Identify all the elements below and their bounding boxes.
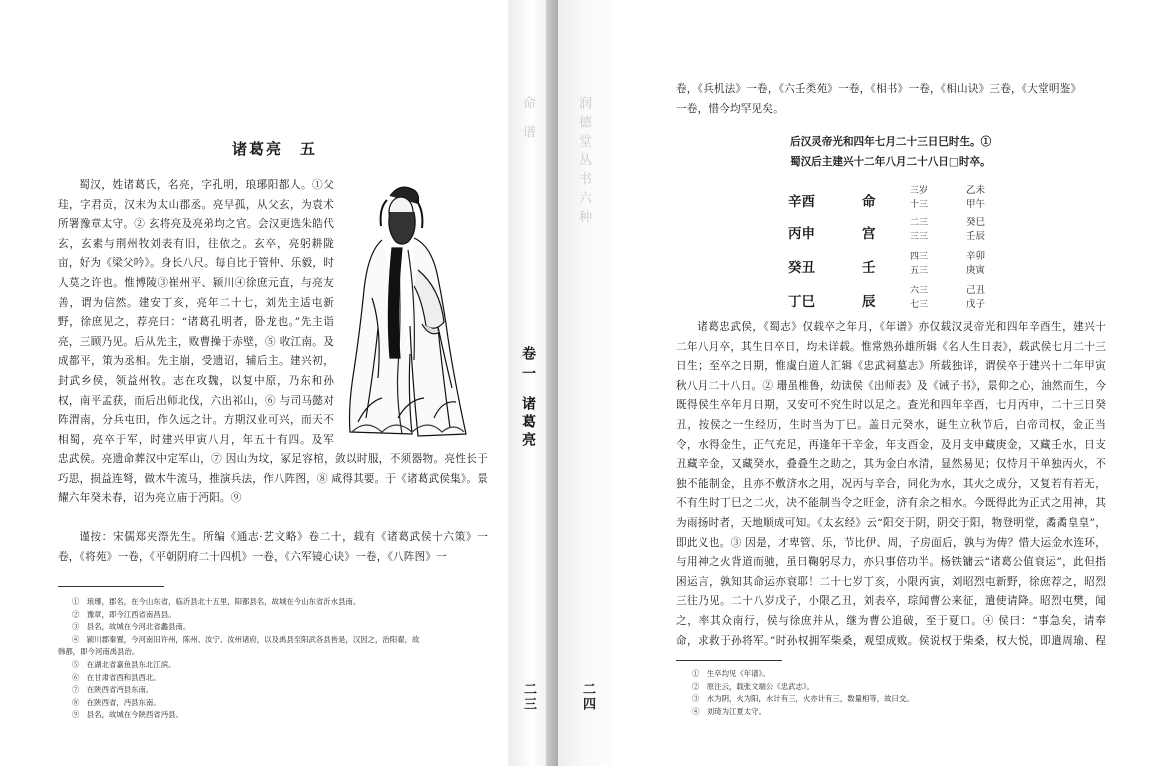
- continuation-line: 卷，《兵机法》一卷，《六壬类苑》一卷，《相书》一卷，《相山诀》三卷，《大堂明鉴》: [676, 83, 1082, 95]
- analysis-text: [676, 318, 1106, 650]
- gutter-right: [558, 0, 612, 766]
- left-page: [0, 0, 508, 766]
- footnote: ② 原注云，载张文端公《忠武志》。: [692, 681, 814, 691]
- gutter-left: [508, 0, 546, 766]
- chapter-volume: 卷一: [520, 346, 536, 386]
- footnote: ⑧ 在陕西省，沔县东南。: [72, 697, 161, 707]
- bazi-ganzhi: 己丑 戊子: [966, 285, 986, 310]
- bazi-pillar: 丁巳: [788, 294, 815, 310]
- note-paragraph: [58, 528, 488, 567]
- footnote: ① 生卒均见《年谱》。: [692, 669, 770, 678]
- bazi-label: 命: [862, 194, 876, 210]
- running-head-left: 命谱: [520, 96, 535, 154]
- footnote-rule-right: [676, 660, 782, 661]
- bazi-ages: 四三 五三: [910, 252, 929, 276]
- bazi-ganzhi: 辛卯 庚寅: [966, 251, 986, 276]
- footnote-rule: [58, 586, 164, 587]
- footnote: ① 琅琊，郡名，在今山东省，临沂县北十五里，阳都县名，故城在今山东省沂水县南。: [72, 597, 361, 606]
- series-title: 润德堂丛书六种: [576, 96, 591, 229]
- chapter-name: 诸葛亮: [520, 396, 536, 450]
- book-spine: [546, 0, 558, 766]
- biography-text-lower: [58, 450, 488, 509]
- bazi-ages: 六三 七三: [910, 286, 929, 310]
- bazi-label: 壬: [862, 260, 876, 276]
- continuation-line: 一卷，惜今均罕见矣。: [676, 102, 784, 115]
- paragraph-jinan: 谨按：宋儒郑夹漈先生。所编《通志·艺文略》卷二十，载有《诸葛武侯十六策》一卷，《将苑》一卷，《平朝阴府二十四机》一卷，《六军镜心诀》一卷，《八阵图》一: [58, 531, 488, 563]
- bazi-row: [788, 184, 1048, 216]
- death-date-line: 蜀汉后主建兴十二年八月二十八日□时卒。: [790, 156, 991, 168]
- bazi-ages: 二三 三三: [910, 218, 929, 242]
- page-number-right: 二四: [580, 682, 595, 712]
- footnote: ③ 水为阴，火为阳，水计有三，火亦计有三，数量相等，故曰交。: [692, 694, 914, 704]
- footnote: ④ 刘琦为江夏太守。: [692, 706, 766, 716]
- bazi-label: 辰: [862, 294, 876, 310]
- bazi-ganzhi: 癸巳 壬辰: [966, 217, 986, 242]
- footnote: 韩都，即今河南禹县治。: [58, 647, 140, 657]
- bazi-ganzhi: 乙未 甲午: [966, 185, 986, 210]
- footnotes-right: [692, 668, 914, 718]
- biography-text-upper: 蜀汉，姓诸葛氏，名亮，字孔明，琅琊阳都人。①父珪，字君贡，汉末为太山郡丞。亮早孤，从父玄，为袁术所署豫章太守。② 玄将亮及亮弟均之官。会汉更选朱皓代玄，玄素与荆州牧刘表有旧，往依之。玄卒，亮躬耕陇亩，好为《梁父吟》。身长八尺。每自比于管仲、乐毅，时人莫之许也。惟博陵③崔州平、颍川④徐庶元直，与亮友善，谓为信然。建安丁亥，亮年二十七，刘先主适屯新野，徐庶见之，荐亮曰：“诸葛孔明者，卧龙也。”先主诣亮，三顾乃见。后从先主，败曹操于赤壁，⑤ 收江南。及成都平，策为丞相。先主崩，受遗诏，辅后主。建兴初，封武乡侯，领益州牧。志在攻魏，以复中原，乃东和孙权，南平孟获，而后出师北伐，六出祁山，⑥ 与司马懿对阵渭南，分兵屯田，作久远之计。方期汉业可兴，而天不相蜀，亮卒于军，时建兴甲寅八月，年五十有四。及军: [58, 179, 334, 446]
- biography-text-tail: 忠武侯。亮遗命葬汉中定军山，⑦ 因山为坟，冢足容棺，敛以时服，不须器物。亮性长于巧思，损益连弩，做木牛流马，推演兵法，作八阵图，⑧ 咸得其要。于《诸葛武侯集》。景耀六年癸未春，诏为亮立庙于沔阳。⑨: [58, 453, 488, 505]
- footnote: ⑨ 县名，故城在今陕西省沔县。: [72, 710, 183, 720]
- zhuge-liang-portrait: [338, 178, 488, 440]
- bazi-row: [788, 250, 1048, 282]
- footnote: ⑥ 在甘肃省西和县西北。: [72, 672, 161, 682]
- analysis-paragraph: 诸葛忠武侯，《蜀志》仅载卒之年月，《年谱》亦仅载汉灵帝光和四年辛酉生，建兴十二年八月卒，其生日卒日，均未详载。惟常熟孙雄所辑《名人生日表》，载武侯七月二十三日生；至卒之日期，惟虞白道人汇辑《忠武祠墓志》所载独详，谓侯卒于建兴十二年甲寅秋八月二十八日。② 珊虽椎鲁，幼读侯《出师表》及《诫子书》，景仰之心，油然而生，今既得侯生卒年月日期，又安可不究生时以足之。查光和四年辛酉，七月丙申，二十三日癸丑，按侯之一生经历，生时当为丁巳。盖日元癸水，诞生立秋节后，白帝司权，金正当令，水得金生，正气充足，再逢年干辛金，年支酉金，及月支申藏庚金，又藏壬水，日支丑藏辛金，又藏癸水，叠叠生之助之，其为金白水清，显然易见；仅恃月干单独丙火，不独不能制金，且亦不敷济水之用，况丙与辛合，同化为水，其火之成分，又复若有若无，不有生时丁巳之二火，决不能制当令之旺金，济有余之相水。今既得此为正式之用神，其为雨扬时者，天地顺成可知。《太玄经》云“阳交于阴，阴交于阳，物登明堂，矞矞皇皇”，即此义也。③ 因是，才卑管、乐，节比伊、周，子房面后，孰与为俦？惜大运金水连环，与用神之火背道而驰，虽日鞠躬尽力，亦只事倍功半。杨铁镛云“诸葛公值衰运”，此但指困运言，孰知其命运亦衰耶！二十七岁丁亥，小限丙寅，刘昭烈屯新野，徐庶荐之，昭烈三往乃见。二十八岁戊子，小限乙丑，刘表卒，琮闻曹公来征，遣使请降。昭烈屯樊，闻之，率其众南行，侯与徐庶并从，继为曹公追破，至于夏口。④ 侯曰：“事急矣，请奉命，求救于孙将军。”时孙权拥军柴桑，观望成败。侯说权于柴桑，权大悦，即遣周瑜、程: [676, 321, 1106, 647]
- continuation-text: [676, 80, 1106, 119]
- biography-column: [58, 176, 334, 450]
- footnote: ② 豫章，即今江西省南昌县。: [72, 609, 176, 619]
- biography-column-lower: [58, 450, 488, 528]
- footnotes: [58, 596, 420, 722]
- bazi-pillar: 癸丑: [788, 260, 815, 276]
- bazi-ages: 三岁 十三: [910, 186, 929, 210]
- bazi-row: [788, 284, 1048, 316]
- birth-date-line: 后汉灵帝光和四年七月二十三日巳时生。①: [790, 136, 992, 148]
- bazi-pillar: 辛酉: [788, 194, 815, 210]
- footnote: ⑦ 在陕西省沔县东南。: [72, 685, 154, 695]
- footnote: ③ 县名，故城在今河北省蠡县南。: [72, 622, 191, 632]
- page-title: 诸葛亮 五: [232, 140, 318, 158]
- page-number-left: 二三: [521, 682, 536, 712]
- footnote: ⑤ 在湖北省嘉鱼县东北江滨。: [72, 659, 176, 669]
- bazi-pillar: 丙申: [788, 226, 815, 242]
- bazi-row: [788, 216, 1048, 248]
- footnote: ④ 颍川郡秦置，今河南旧许州，陈州、汝宁、汝州诸府，以及禹县至阳武各县皆是，汉因之，治阳翟，故: [72, 634, 420, 644]
- bazi-label: 宫: [862, 226, 876, 242]
